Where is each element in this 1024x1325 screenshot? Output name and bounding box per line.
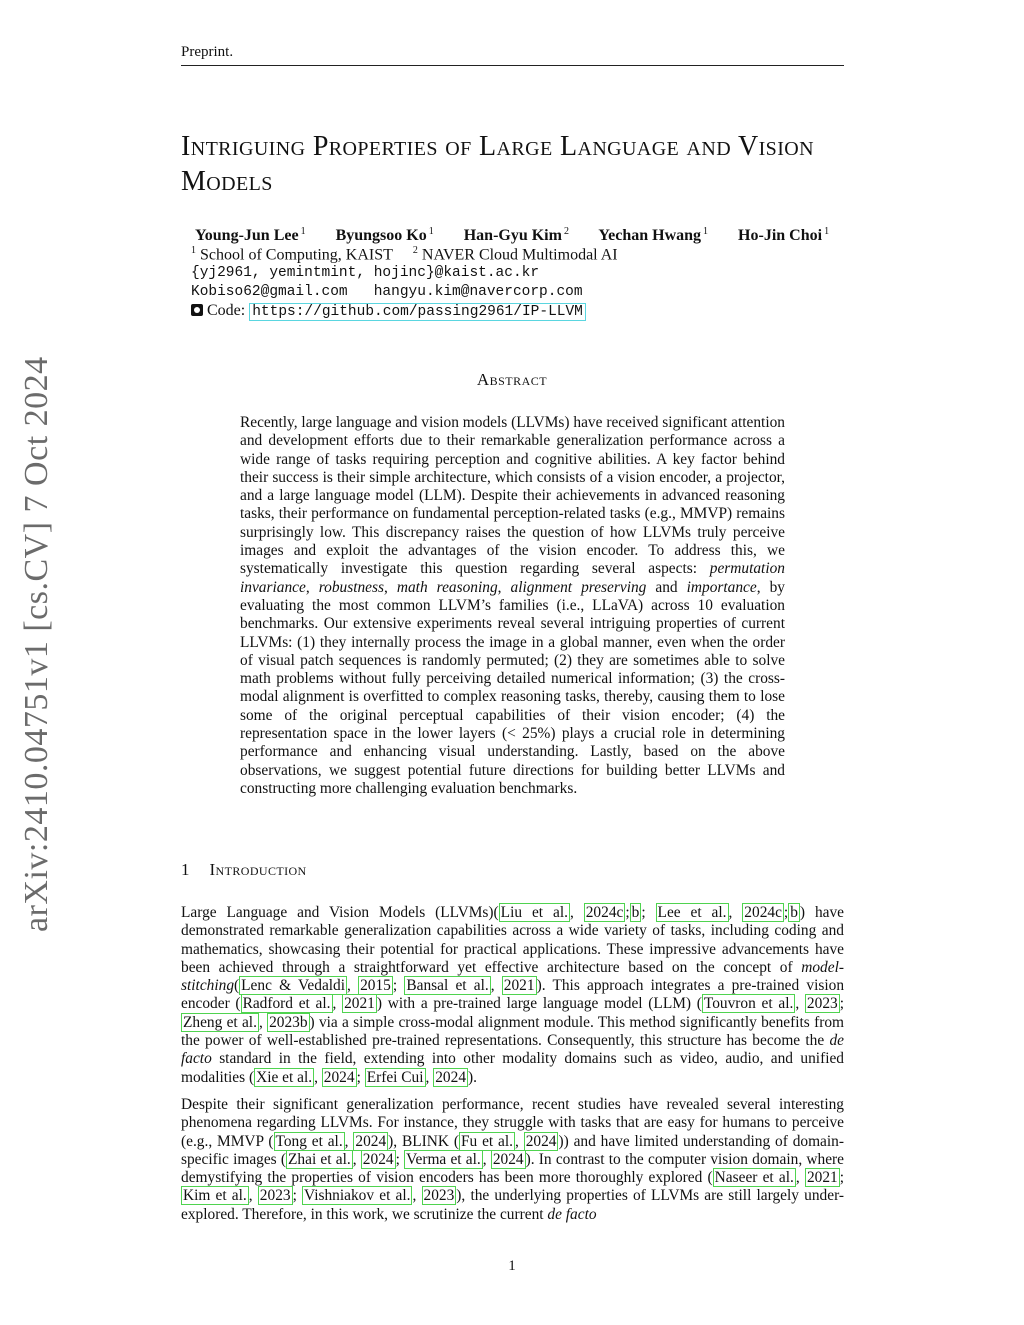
citation-link[interactable]: Liu et al.: [500, 904, 568, 921]
email-line: Kobiso62@gmail.com hangyu.kim@navercorp.com: [191, 284, 583, 300]
citation-link[interactable]: Lee et al.: [657, 904, 727, 921]
citation-link[interactable]: Radford et al.: [242, 995, 331, 1013]
citation-link[interactable]: Zhai et al.: [288, 1150, 351, 1168]
paper-title: Intriguing Properties of Large Language and Vision Models: [181, 131, 814, 197]
citation-link[interactable]: 2021: [806, 1169, 838, 1187]
paragraph: Large Language and Vision Models (LLVMs)( Liu et al. , 2024c ; b ; Lee et al. , 2024c ; b ) have demonstrated remarkable generalization capabilities across a wide variety of tasks, including coding and mathematics, showcasing their potential for practical applications. These impressive advancements have been achieved through a straightforward yet effective architecture based on the concept of model-stitching( Lenc & Vedaldi , 2015 ; Bansal et al. , 2021 ). This approach integrates a pre-trained vision encoder ( Radford et al. , 2021 ) with a pre-trained large language model (LLM) ( Touvron et al. , 2023 ; Zheng et al. , 2023b ) via a simple cross-modal alignment module. This method significantly benefits from the power of well-established pre-trained representations. Consequently, this structure has become the de facto standard in the field, extending into other modality domains such as video, audio, and unified modalities ( Xie et al. , 2024 ; Erfei Cui , 2024 ).: [181, 904, 845, 1086]
author: Ho-Jin Choi $^1$: [738, 226, 830, 245]
citation-link[interactable]: 2024: [355, 1132, 387, 1150]
author: Young-Jun Lee $^1$: [195, 226, 306, 245]
arxiv-identifier[interactable]: arXiv:2410.04751v1 [cs.CV] 7 Oct 2024: [18, 356, 55, 932]
citation-link[interactable]: Zheng et al.: [183, 1013, 257, 1031]
author: Byungsoo Ko $^1$: [335, 226, 434, 245]
section-heading: 1 Introduction: [181, 860, 307, 879]
citation-link[interactable]: Fu et al.: [460, 1132, 513, 1150]
citation-link[interactable]: Lenc & Vedaldi: [241, 977, 346, 995]
introduction-body: [181, 904, 844, 1233]
citation-link[interactable]: Vishniakov et al.: [304, 1187, 411, 1205]
citation-link[interactable]: 2023b: [269, 1013, 308, 1031]
abstract-body: Recently, large language and vision models (LLVMs) have received significant attention and development efforts due to their remarkable generalization performance across a wide range of tasks requiring perception and cognitive abilities. A key factor behind their success is their simple architecture, which consists of a vision encoder, a projector, and a large language model (LLM). Despite their achievements in advanced reasoning tasks, their performance on fundamental perception-related tasks (e.g., MMVP) remains surprisingly low. This discrepancy raises the question of how LLVMs truly perceive images and exploit the advantages of the vision encoder. To address this, we systematically investigate this question regarding several aspects: permutation invariance, robustness, math reasoning, alignment preserving and importance, by evaluating the most common LLVM’s families (i.e., LLaVA) across 10 evaluation benchmarks. Our extensive experiments reveal several intriguing properties of current LLVMs: (1) they internally process the image in a global manner, even when the order of visual patch sequences is randomly permuted; (2) they are sometimes able to solve math problems without fully perceiving detailed numerical information; (3) the cross-modal alignment is overfitted to complex reasoning tasks, thereby, causing them to lose some of the original perceptual capabilities of their vision encoder; (4) the representation space in the lower layers (< 25%) plays a crucial role in determining performance and enhancing visual understanding. Lastly, based on the above observations, we suggest potential future directions for building better LLVMs and constructing more challenging evaluation benchmarks.: [240, 414, 785, 797]
code-url-link[interactable]: https://github.com/passing2961/IP-LLVM: [249, 303, 586, 321]
citation-link[interactable]: 2021: [503, 977, 535, 995]
citation-link[interactable]: Bansal et al.: [406, 977, 489, 995]
citation-link[interactable]: 2024c: [585, 904, 624, 921]
citation-link[interactable]: b: [790, 904, 798, 921]
citation-link[interactable]: Verma et al.: [406, 1150, 481, 1168]
citation-link[interactable]: 2023: [806, 995, 838, 1013]
citation-link[interactable]: 2024: [362, 1150, 394, 1168]
citation-link[interactable]: 2023: [423, 1187, 455, 1205]
citation-link[interactable]: Erfei Cui: [366, 1068, 424, 1086]
citation-link[interactable]: 2024: [525, 1132, 557, 1150]
running-header: Preprint.: [181, 44, 234, 60]
abstract-heading: Abstract: [476, 370, 548, 389]
citation-link[interactable]: 2024: [435, 1068, 467, 1086]
code-link-line: Code: https://github.com/passing2961/IP-LLVM: [191, 302, 586, 320]
paragraph: Despite their significant generalization performance, recent studies have revealed several interesting phenomena regarding LLVMs. For instance, they struggle with tasks that are easy for humans to perceive (e.g., MMVP ( Tong et al. , 2024 ), BLINK ( Fu et al. , 2024 )) and have limited understanding of domain-specific images ( Zhai et al. , 2024 ; Verma et al. , 2024 ). In contrast to the computer vision domain, where demystifying the properties of vision encoders has been more thoroughly explored ( Naseer et al. , 2021 ; Kim et al. , 2023 ; Vishniakov et al. , 2023 ), the underlying properties of LLVMs are still largely under-explored. Therefore, in this work, we scrutinize the current de facto: [181, 1095, 845, 1223]
github-icon: [191, 304, 203, 316]
email-line: {yj2961, yemintmint, hojinc}@kaist.ac.kr: [191, 265, 540, 281]
citation-link[interactable]: 2023: [259, 1187, 291, 1205]
citation-link[interactable]: 2015: [360, 977, 391, 995]
author: Yechan Hwang $^1$: [598, 226, 709, 245]
citation-link[interactable]: Tong et al.: [275, 1132, 343, 1150]
author: Han-Gyu Kim $^2$: [463, 226, 569, 245]
author-list: [195, 226, 855, 245]
citation-link[interactable]: 2024: [492, 1150, 524, 1168]
citation-link[interactable]: Kim et al.: [183, 1187, 247, 1205]
header-rule: [181, 65, 844, 66]
affiliations: $^1$ School of Computing, KAIST $^2$ NAVER Cloud Multimodal AI: [191, 245, 618, 264]
citation-link[interactable]: b: [631, 904, 640, 921]
citation-link[interactable]: 2024: [323, 1068, 355, 1086]
citation-link[interactable]: 2024c: [744, 904, 782, 921]
citation-link[interactable]: Naseer et al.: [714, 1169, 794, 1187]
citation-link[interactable]: 2021: [344, 995, 375, 1013]
page-number: 1: [508, 1258, 516, 1274]
citation-link[interactable]: Touvron et al.: [703, 995, 794, 1013]
citation-link[interactable]: Xie et al.: [256, 1068, 313, 1086]
